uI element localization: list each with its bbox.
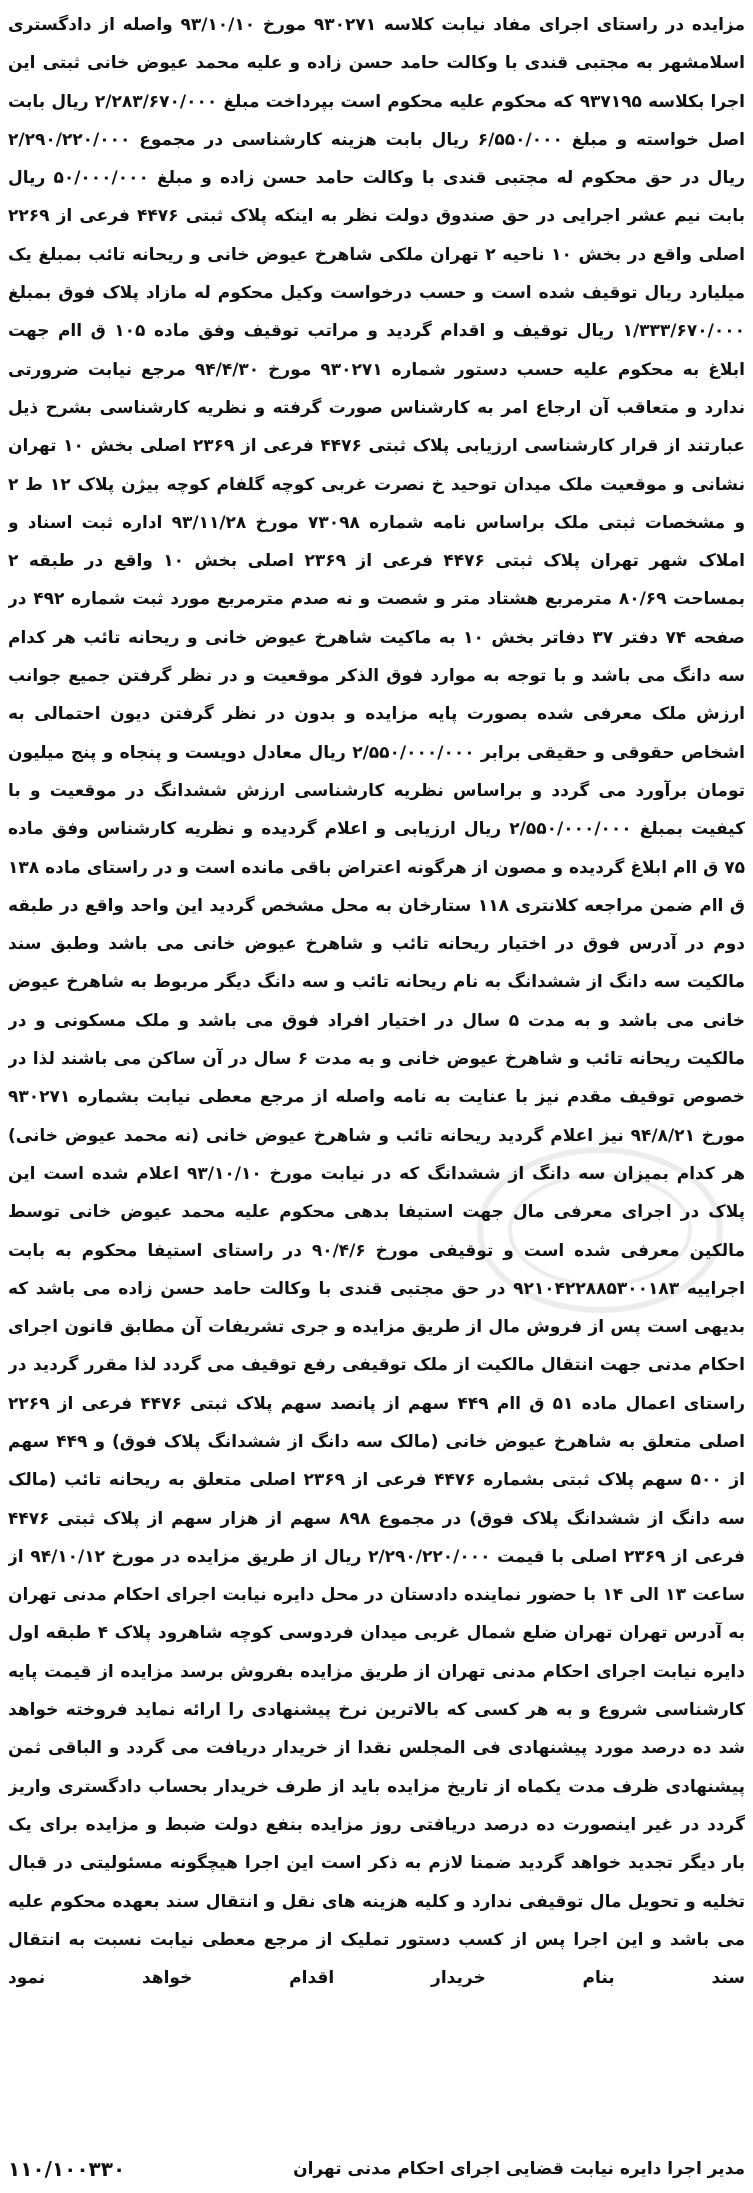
notice-body-text: مزایده در راستای اجرای مفاد نیابت کلاسه ۹۳۰۲۷۱ مورخ ۹۳/۱۰/۱۰ واصله از دادگستری اسلامشهر به مجتبی قندی با وکالت حامد حسن زاده و علیه محمد عیوض خانی ثبتی این اجرا بکلاسه ۹۳۷۱۹۵ که محکوم علیه محکوم است بپرداخت مبلغ ۲/۲۸۳/۶۷۰/۰۰۰ ریال بابت اصل خواسته و مبلغ ۶/۵۵۰/۰۰۰ ریال بابت هزینه کارشناسی در مجموع ۲/۲۹۰/۲۲۰/۰۰۰ ریال در حق محکوم له مجتبی قندی با وکالت حامد حسن زاده و مبلغ ۵۰/۰۰۰/۰۰۰ ریال بابت نیم عشر اجرایی در حق صندوق دولت نظر به اینکه پلاک ثبتی ۴۴۷۶ فرعی از ۲۲۶۹ اصلی واقع در بخش ۱۰ ناحیه ۲ تهران ملکی شاهرخ عیوض خانی و ریحانه تائب بمبلغ یک میلیارد ریال توقیف شده است و حسب درخواست وکیل محکوم له مازاد پلاک فوق بمبلغ ۱/۳۳۳/۶۷۰/۰۰۰ ریال توقیف و اقدام گردید و مراتب توقیف وفق ماده ۱۰۵ ق اام جهت ابلاغ به محکوم علیه حسب دستور شماره ۹۳۰۲۷۱ مورخ ۹۴/۴/۳۰ مرجع نیابت ضرورتی ندارد و متعاقب آن ارجاع امر به کارشناس صورت گرفته و نظریه کارشناسی بشرح ذیل عبارتند از قرار کارشناسی ارزیابی پلاک ثبتی ۴۴۷۶ فرعی از ۲۳۶۹ اصلی بخش ۱۰ تهران نشانی و موقعیت ملک میدان توحید خ نصرت غربی کوچه گلفام کوچه بیژن پلاک ۱۲ ط ۲ و مشخصات ثبتی ملک براساس نامه شماره ۷۳۰۹۸ مورخ ۹۳/۱۱/۲۸ اداره ثبت اسناد و املاک شهر تهران پلاک ثبتی ۴۴۷۶ فرعی از ۲۳۶۹ اصلی بخش ۱۰ واقع در طبقه ۲ بمساحت ۸۰/۶۹ مترمربع هشتاد متر و شصت و نه صدم مترمربع مورد ثبت شماره ۴۹۲ در صفحه ۷۴ دفتر ۳۷ دفاتر بخش ۱۰ به ماکیت شاهرخ عیوض خانی و ریحانه تائب هر کدام سه دانگ می باشد و با توجه به موارد فوق الذکر موقعیت و در نظر گرفتن جمیع جوانب ارزش ملک معرفی شده بصورت پایه مزایده و بدون در نظر گرفتن دیون احتمالی به اشخاص حقوقی و حقیقی برابر ۲/۵۵۰/۰۰۰/۰۰۰ ریال معادل دویست و پنجاه و پنج میلیون تومان برآورد می گردد و براساس نظریه کارشناسی ارزش ششدانگ در موقعیت و با کیفیت بمبلغ ۲/۵۵۰/۰۰۰/۰۰۰ ریال ارزیابی و اعلام گردیده و نظریه کارشناس وفق ماده ۷۵ ق اام ابلاغ گردیده و مصون از هرگونه اعتراض باقی مانده است و در راستای ماده ۱۳۸ ق اام ضمن مراجعه کلانتری ۱۱۸ ستارخان به محل مشخص گردید این واحد واقع در طبقه دوم در آدرس فوق در اختیار ریحانه تائب و شاهرخ عیوض خانی می باشد وطبق سند مالکیت سه دانگ از ششدانگ به نام ریحانه تائب و سه دانگ دیگر مربوط به شاهرخ عیوض خانی می باشد و به مدت ۵ سال در اختیار افراد فوق می باشد و ملک مسکونی و در مالکیت ریحانه تائب و شاهرخ عیوض خانی و به مدت ۶ سال در آن ساکن می باشند لذا در خصوص توقیف مقدم نیز با عنایت به نامه واصله از مرجع معطی نیابت بشماره ۹۳۰۲۷۱ مورخ ۹۴/۸/۲۱ نیز اعلام گردید ریحانه تائب و شاهرخ عیوض خانی (نه محمد عیوض خانی) هر کدام بمیزان سه دانگ از ششدانگ که در نیابت مورخ ۹۳/۱۰/۱۰ اعلام شده است این پلاک در اجرای معرفی مال جهت استیفا بدهی محکوم علیه محمد عیوض خانی توسط مالکین معرفی شده است و توقیفی مورخ ۹۰/۴/۶ در راستای استیفا محکوم به بابت اجراییه ۹۲۱۰۴۲۲۸۸۵۳۰۰۱۸۳ در حق مجتبی قندی با وکالت حامد حسن زاده می باشد که بدیهی است پس از فروش مال از طریق مزایده و جری تشریفات آن مطابق قانون اجرای احکام مدنی جهت انتقال مالکیت از ملک توقیفی رفع توقیف می گردد لذا مقرر گردید در راستای اعمال ماده ۵۱ ق اام ۴۴۹ سهم از پانصد سهم پلاک ثبتی ۴۴۷۶ فرعی از ۲۲۶۹ اصلی متعلق به شاهرخ عیوض خانی (مالک سه دانگ از ششدانگ پلاک فوق) و ۴۴۹ سهم از ۵۰۰ سهم پلاک ثبتی بشماره ۴۴۷۶ فرعی از ۲۳۶۹ اصلی متعلق به ریحانه تائب (مالک سه دانگ از ششدانگ پلاک فوق) در مجموع ۸۹۸ سهم از هزار سهم از پلاک ثبتی ۴۴۷۶ فرعی از ۲۳۶۹ اصلی با قیمت ۲/۲۹۰/۲۲۰/۰۰۰ ریال از طریق مزایده در مورخ ۹۴/۱۰/۱۲ از ساعت ۱۳ الی ۱۴ با حضور نماینده دادستان در محل دایره نیابت اجرای احکام مدنی تهران به آدرس تهران تهران ضلع شمال غربی میدان فردوسی کوچه شاهرود پلاک ۴ طبقه اول دایره نیابت اجرای احکام مدنی تهران از طریق مزایده بفروش برسد مزایده از قیمت پایه کارشناسی شروع و به هر کسی که بالاترین نرخ پیشنهادی را ارائه نماید فروخته خواهد شد ده درصد مورد پیشنهادی فی المجلس نقدا از خریدار دریافت می گردد و الباقی ثمن پیشنهادی ظرف مدت یکماه از تاریخ مزایده باید از طرف خریدار بحساب دادگستری واریز گردد در غیر اینصورت ده درصد دریافتی روز مزایده بنفع دولت ضبط و مزایده برای یک بار دیگر تجدید خواهد گردید ضمنا لازم به ذکر است این اجرا هیچگونه مسئولیتی در قبال تخلیه و تحویل مال توقیفی ندارد و کلیه هزینه های نقل و انتقال سند بعهده محکوم علیه می باشد و این اجرا پس از کسب دستور تملیک از مرجع معطی نیابت نسبت به انتقال سند بنام خریدار اقدام خواهد نمود: [8, 15, 745, 1989]
notice-footer: [8, 2150, 745, 2188]
signature-line: مدیر اجرا دایره نیابت قضایی اجرای احکام مدنی تهران: [293, 2159, 745, 2179]
auction-notice: [8, 6, 745, 2150]
reference-code: ۱۱۰/۱۰۰۳۳۰: [8, 2157, 126, 2181]
